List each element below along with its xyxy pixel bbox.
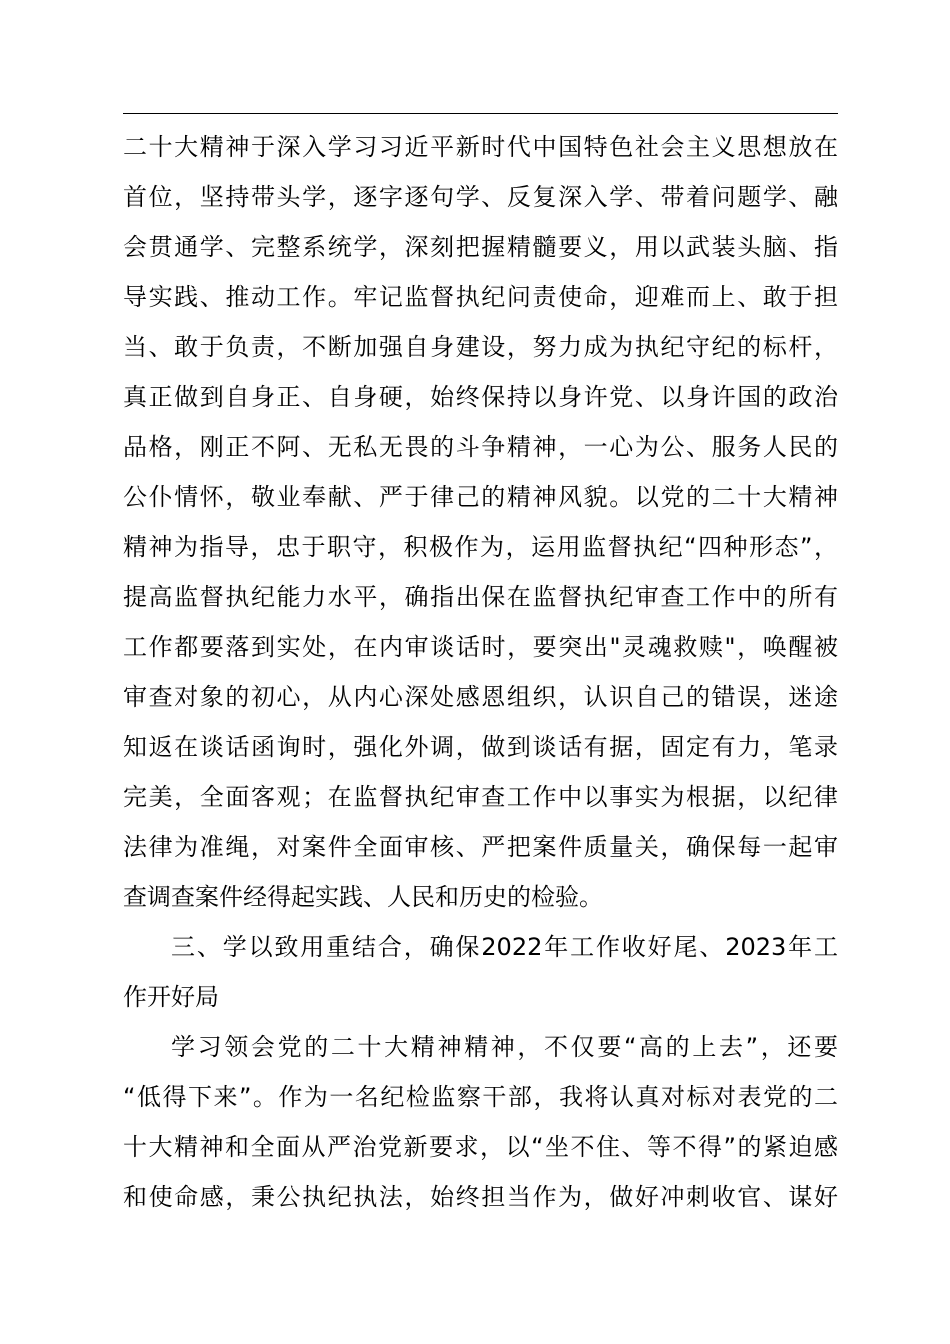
text-line: 十大精神和全面从严治党新要求，以“坐不住、等不得”的紧迫感 bbox=[123, 1133, 838, 1161]
text-line: 公仆情怀，敬业奉献、严于律己的精神风貌。以党的二十大精神 bbox=[123, 483, 838, 511]
text-line: “低得下来”。作为一名纪检监察干部，我将认真对标对表党的二 bbox=[123, 1083, 838, 1111]
body-text bbox=[123, 122, 838, 1222]
text-line: 审查对象的初心，从内心深处感恩组织，认识自己的错误，迷途 bbox=[123, 683, 838, 711]
text-line: 会贯通学、完整系统学，深刻把握精髓要义，用以武装头脑、指 bbox=[123, 233, 838, 261]
section-heading-line: 作开好局 bbox=[123, 983, 219, 1011]
text-line: 知返在谈话函询时，强化外调，做到谈话有据，固定有力，笔录 bbox=[123, 733, 838, 761]
text-line: 工作都要落到实处，在内审谈话时，要突出"灵魂救赎"，唤醒被 bbox=[123, 633, 838, 661]
text-line: 品格，刚正不阿、无私无畏的斗争精神，一心为公、服务人民的 bbox=[123, 433, 838, 461]
text-line: 提高监督执纪能力水平，确指出保在监督执纪审查工作中的所有 bbox=[123, 583, 838, 611]
text-line: 和使命感，秉公执纪执法，始终担当作为，做好冲刺收官、谋好 bbox=[123, 1183, 838, 1211]
text-line: 导实践、推动工作。牢记监督执纪问责使命，迎难而上、敢于担 bbox=[123, 283, 838, 311]
text-line: 查调查案件经得起实践、人民和历史的检验。 bbox=[123, 883, 603, 911]
header-rule bbox=[123, 113, 838, 114]
text-line: 二十大精神于深入学习习近平新时代中国特色社会主义思想放在 bbox=[123, 133, 838, 161]
text-line: 完美，全面客观；在监督执纪审查工作中以事实为根据，以纪律 bbox=[123, 783, 838, 811]
text-line: 法律为准绳，对案件全面审核、严把案件质量关，确保每一起审 bbox=[123, 833, 838, 861]
text-line: 首位，坚持带头学，逐字逐句学、反复深入学、带着问题学、融 bbox=[123, 183, 838, 211]
text-line: 真正做到自身正、自身硬，始终保持以身许党、以身许国的政治 bbox=[123, 383, 838, 411]
section-heading-line: 三、学以致用重结合，确保2022年工作收好尾、2023年工 bbox=[171, 933, 838, 961]
text-line: 精神为指导，忠于职守，积极作为，运用监督执纪“四种形态”， bbox=[123, 533, 838, 561]
text-line: 学习领会党的二十大精神精神，不仅要“高的上去”，还要 bbox=[171, 1033, 838, 1061]
text-line: 当、敢于负责，不断加强自身建设，努力成为执纪守纪的标杆， bbox=[123, 333, 838, 361]
